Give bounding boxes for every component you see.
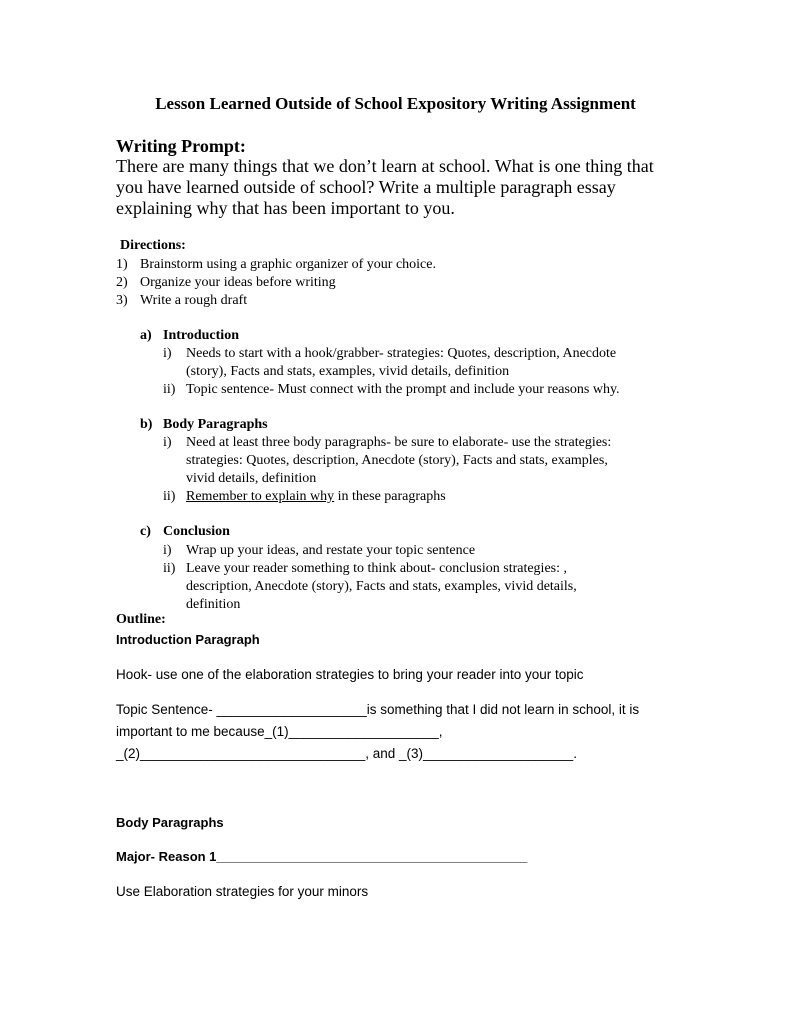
document-title: Lesson Learned Outside of School Expository Writing Assignment: [155, 94, 636, 113]
topic-sentence-line: Topic Sentence- ____________________is something that I did not learn in school, it is: [116, 702, 640, 717]
section-a-heading: Introduction: [163, 328, 239, 343]
directions-item: Organize your ideas before writing: [140, 275, 336, 290]
sub-item-number: ii): [163, 489, 176, 504]
prompt-line: There are many things that we don’t learn at school. What is one thing that: [116, 156, 654, 176]
sub-item-text: [186, 489, 446, 505]
writing-prompt-heading: Writing Prompt:: [116, 136, 246, 156]
sub-item-text: description, Anecdote (story), Facts and stats, examples, vivid details,: [186, 579, 577, 594]
section-a-label: a): [140, 328, 152, 343]
directions-heading: Directions:: [120, 238, 186, 253]
intro-paragraph-heading: Introduction Paragraph: [116, 632, 260, 647]
sub-item-text: Wrap up your ideas, and restate your topic sentence: [186, 543, 476, 558]
sub-item-number: i): [163, 543, 172, 558]
directions-item-number: 2): [116, 275, 128, 290]
sub-item-text: Needs to start with a hook/grabber- strategies: Quotes, description, Anecdote: [186, 346, 617, 361]
directions-item-number: 1): [116, 257, 128, 272]
topic-sentence-line: important to me because_(1)____________________,: [116, 724, 443, 739]
outline-heading: Outline:: [116, 612, 166, 627]
section-c-label: c): [140, 524, 151, 539]
sub-item-text: Leave your reader something to think about- conclusion strategies: ,: [186, 561, 568, 576]
prompt-line: you have learned outside of school? Write a multiple paragraph essay: [116, 177, 616, 197]
sub-item-text: Need at least three body paragraphs- be sure to elaborate- use the strategies:: [186, 435, 612, 450]
sub-item-number: ii): [163, 561, 176, 576]
directions-item: Brainstorm using a graphic organizer of your choice.: [140, 257, 436, 272]
section-c-heading: Conclusion: [163, 524, 230, 539]
sub-item-text: (story), Facts and stats, examples, vivid details, definition: [186, 364, 510, 379]
sub-item-text: Topic sentence- Must connect with the prompt and include your reasons why.: [186, 382, 620, 397]
sub-item-number: i): [163, 435, 172, 450]
prompt-line: explaining why that has been important to you.: [116, 198, 455, 218]
sub-item-text: definition: [186, 597, 241, 612]
sub-item-number: i): [163, 346, 172, 361]
directions-item-number: 3): [116, 293, 128, 308]
body-paragraphs-heading: Body Paragraphs: [116, 815, 224, 830]
sub-item-number: ii): [163, 382, 176, 397]
underlined-text: Remember to explain why: [186, 489, 335, 504]
sub-item-text: strategies: Quotes, description, Anecdote (story), Facts and stats, examples,: [186, 453, 608, 468]
sub-item-text-rest: in these paragraphs: [334, 489, 446, 504]
hook-instruction: Hook- use one of the elaboration strategies to bring your reader into your topic: [116, 667, 584, 682]
sub-item-text: vivid details, definition: [186, 471, 317, 486]
major-reason-line: Major- Reason 1___________________________________________: [116, 849, 528, 864]
elaboration-instruction: Use Elaboration strategies for your minors: [116, 884, 369, 899]
directions-item: Write a rough draft: [140, 293, 248, 308]
section-b-heading: Body Paragraphs: [163, 417, 268, 432]
section-b-label: b): [140, 417, 153, 432]
topic-sentence-line: _(2)______________________________, and _(3)____________________.: [116, 746, 577, 761]
